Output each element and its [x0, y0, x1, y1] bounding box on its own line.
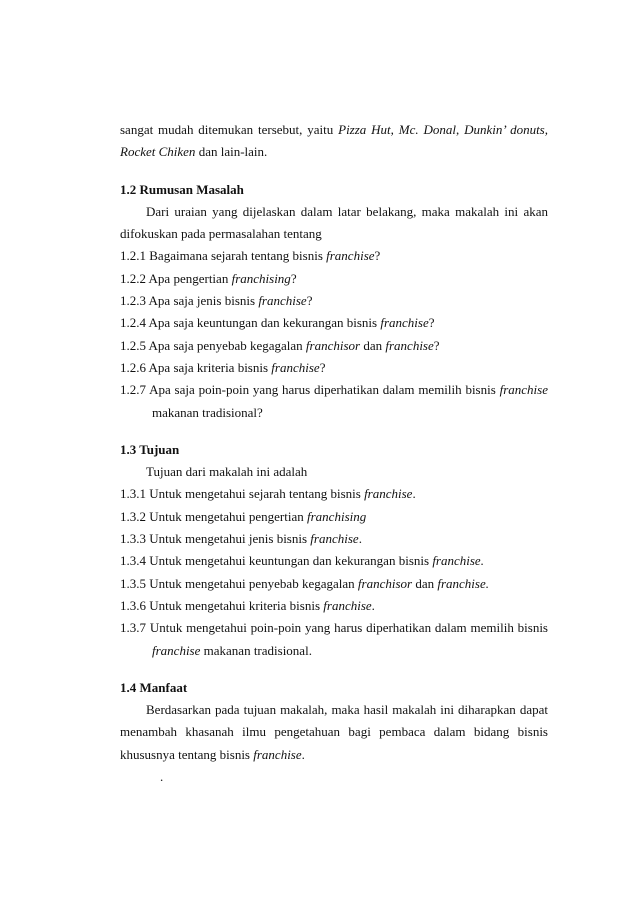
item-text: Untuk mengetahui poin-poin yang harus diperhatikan dalam memilih bisnis: [149, 620, 548, 636]
page-content: [120, 119, 548, 788]
item-text: Apa saja penyebab kegagalan: [148, 337, 306, 353]
s13-item-7-line-2: [120, 640, 548, 662]
item-tail: ?: [290, 270, 297, 286]
intro-emphasis-2: Dunkin’ donuts,: [464, 122, 548, 137]
s13-item-3: [120, 528, 548, 550]
item-number: 1.2.6: [120, 359, 146, 375]
item-emphasis: franchisor: [357, 575, 413, 591]
section-heading-1-4: 1.4 Manfaat: [120, 679, 188, 695]
item-number: 1.2.5: [120, 337, 146, 353]
intro-line-1: [120, 119, 548, 141]
s14-emphasis: franchise: [253, 746, 302, 762]
section-heading-1-2: 1.2 Rumusan Masalah: [120, 181, 244, 197]
item-number: 1.3.6: [120, 597, 146, 613]
item-text: Untuk mengetahui keuntungan dan kekurangan bisnis: [149, 553, 433, 569]
s13-item-7-line-1: [120, 617, 548, 639]
s13-item-5: [120, 573, 548, 595]
item-number: 1.3.1: [120, 486, 146, 502]
item-emphasis: franchise.: [432, 553, 484, 569]
item-number: 1.2.7: [120, 382, 146, 398]
intro-tail: dan lain-lain.: [195, 144, 268, 160]
item-number: 1.3.2: [120, 508, 146, 524]
item-number: 1.3.7: [120, 620, 146, 636]
item-text: Bagaimana sejarah tentang bisnis: [149, 248, 327, 264]
item-emphasis: franchise: [364, 486, 413, 502]
item-tail: ?: [306, 293, 313, 309]
item-number: 1.2.1: [120, 248, 146, 264]
item-emphasis: franchise: [380, 315, 429, 331]
item-text: makanan tradisional.: [200, 642, 312, 658]
section-heading-1-3: 1.3 Tujuan: [120, 441, 180, 457]
s14-tail: .: [301, 746, 305, 762]
s13-item-6: [120, 595, 548, 617]
item-text: Untuk mengetahui kriteria bisnis: [149, 597, 324, 613]
item-text: Apa saja kriteria bisnis: [148, 359, 272, 375]
item-emphasis: franchising: [307, 508, 367, 524]
s12-para-line-1: Dari uraian yang dijelaskan dalam latar belakang, maka makalah ini akan: [146, 203, 548, 219]
trailing-dot: .: [160, 769, 164, 785]
s12-item-5: [120, 335, 548, 357]
s13-item-1: [120, 483, 548, 505]
s14-line-2: menambah khasanah ilmu pengetahuan bagi pembaca dalam bidang bisnis: [120, 724, 548, 740]
item-tail: ?: [428, 315, 435, 331]
item-text: Apa saja jenis bisnis: [148, 293, 259, 309]
item-tail: .: [371, 597, 375, 613]
item-emphasis: franchising: [231, 270, 291, 286]
item-text: Untuk mengetahui penyebab kegagalan: [149, 575, 358, 591]
item-number: 1.3.5: [120, 575, 146, 591]
item-number: 1.3.4: [120, 553, 146, 569]
item-number: 1.2.3: [120, 293, 146, 309]
item-emphasis: franchise: [499, 382, 548, 398]
intro-text: sangat mudah ditemukan tersebut, yaitu: [120, 122, 339, 137]
item-number: 1.3.3: [120, 531, 146, 547]
item-text: Apa pengertian: [148, 270, 232, 286]
item-emphasis: franchise: [326, 248, 375, 264]
item-number: 1.2.4: [120, 315, 146, 331]
item-tail: ?: [433, 337, 440, 353]
intro-comma: ,: [455, 122, 465, 137]
s14-text: khususnya tentang bisnis: [120, 746, 254, 762]
item-number: 1.2.2: [120, 270, 146, 286]
s12-item-7-line-2: makanan tradisional?: [152, 404, 263, 420]
item-tail: .: [358, 531, 362, 547]
item-emphasis: franchise: [152, 642, 201, 658]
s14-line-1: Berdasarkan pada tujuan makalah, maka hasil makalah ini diharapkan dapat: [146, 702, 548, 718]
item-tail: .: [412, 486, 416, 502]
item-emphasis-2: franchise: [385, 337, 434, 353]
item-text: Apa saja keuntungan dan kekurangan bisnis: [148, 315, 381, 331]
s12-para-line-2: difokuskan pada permasalahan tentang: [120, 226, 322, 242]
intro-emphasis-3: Rocket Chiken: [120, 144, 196, 160]
item-emphasis: franchisor: [305, 337, 361, 353]
item-text: Untuk mengetahui pengertian: [149, 508, 308, 524]
s12-item-4: [120, 312, 548, 334]
item-text: Apa saja poin-poin yang harus diperhatikan dalam memilih bisnis: [149, 382, 500, 398]
item-mid: dan: [360, 337, 386, 353]
item-emphasis: franchise: [310, 531, 359, 547]
item-emphasis-2: franchise.: [437, 575, 489, 591]
item-tail: ?: [374, 248, 381, 264]
s12-item-7-line-1: [120, 379, 548, 401]
s13-item-4: [120, 550, 548, 572]
item-tail: ?: [319, 359, 326, 375]
s12-item-6: [120, 357, 548, 379]
s12-item-2: [120, 268, 548, 290]
item-text: Untuk mengetahui sejarah tentang bisnis: [149, 486, 365, 502]
s14-line-3: [120, 744, 548, 766]
s13-item-2: [120, 506, 548, 528]
s12-item-3: [120, 290, 548, 312]
item-emphasis: franchise: [323, 597, 372, 613]
item-mid: dan: [412, 575, 438, 591]
item-emphasis: franchise: [271, 359, 320, 375]
item-text: Untuk mengetahui jenis bisnis: [149, 531, 311, 547]
intro-emphasis: Pizza Hut, Mc. Donal: [338, 122, 456, 137]
intro-line-2: [120, 141, 548, 163]
item-emphasis: franchise: [258, 293, 307, 309]
s12-item-1: [120, 245, 548, 267]
s13-intro: Tujuan dari makalah ini adalah: [146, 464, 308, 480]
